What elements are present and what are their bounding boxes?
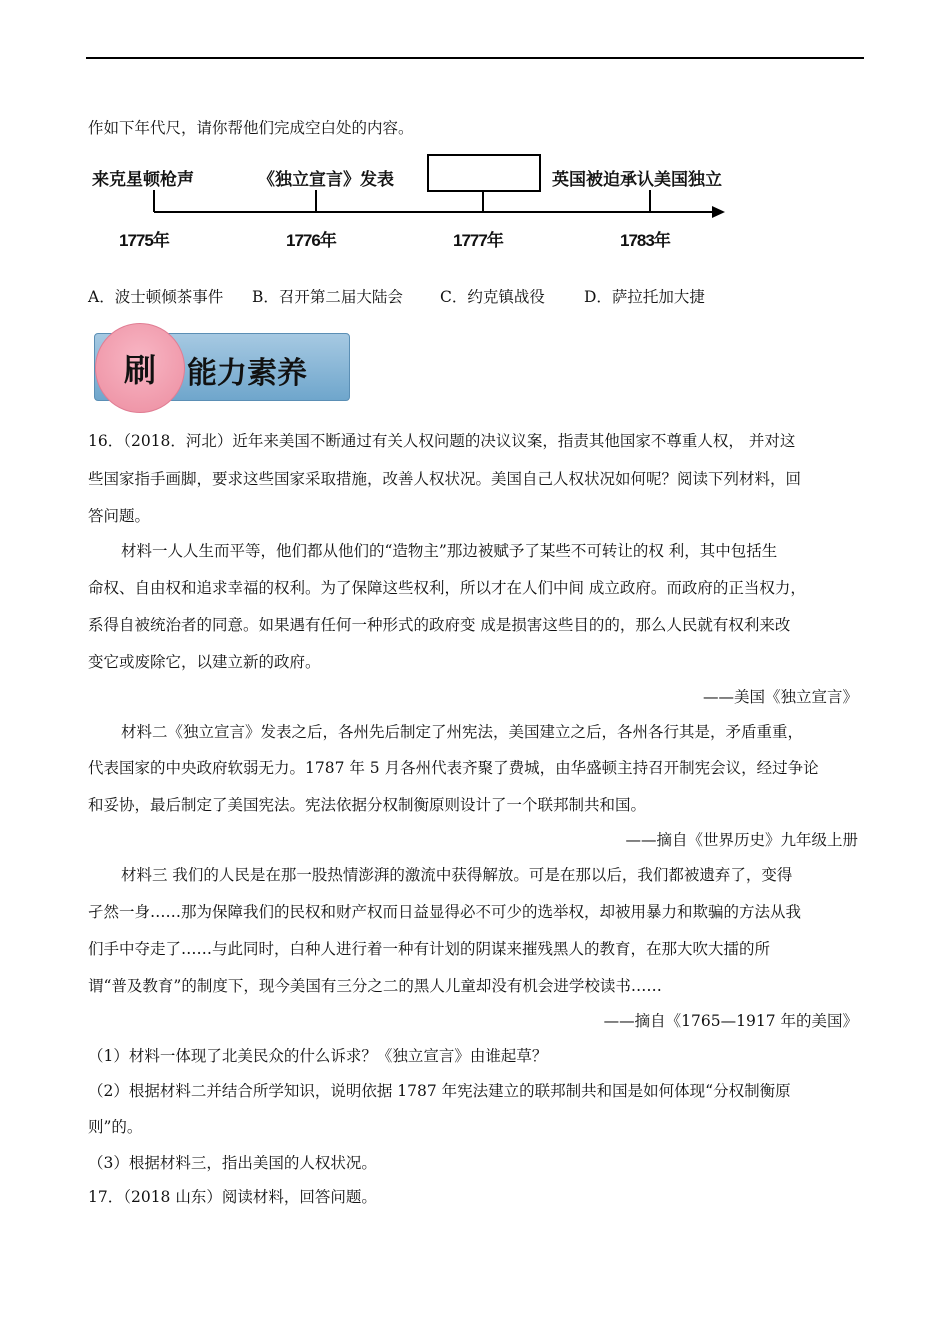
timeline-tick — [482, 190, 484, 212]
question: （2）根据材料二并结合所学知识，说明依据 1787 年宪法建立的联邦制共和国是如何体现“分权制衡原 — [88, 1082, 791, 1100]
timeline-year: 1783年 — [620, 231, 670, 250]
question: （3）根据材料三，指出美国的人权状况。 — [88, 1154, 377, 1172]
banner-badge: 刷 — [95, 323, 185, 413]
material-3: 谓“普及教育”的制度下，现今美国有三分之二的黑人儿童却没有机会进学校读书…… — [88, 977, 662, 995]
q16-stem: 16．（2018．河北）近年来美国不断通过有关人权问题的决议议案，指责其他国家不尊重人权， 并对这 — [88, 432, 796, 450]
intro-text: 作如下年代尺，请你帮他们完成空白处的内容。 — [88, 119, 414, 137]
material-2: 代表国家的中央政府软弱无力。1787 年 5 月各州代表齐聚了费城，由华盛顿主持召开制宪会议，经过争论 — [88, 759, 819, 777]
material-3: 孑然一身……那为保障我们的民权和财产权而日益显得必不可少的选举权，却被用暴力和欺骗的方法从我 — [88, 903, 802, 921]
q16-stem: 些国家指手画脚，要求这些国家采取措施，改善人权状况。美国自己人权状况如何呢？阅读下列材料，回 — [88, 470, 802, 488]
material-3: 们手中夺走了……与此同时，白种人进行着一种有计划的阴谋来摧残黑人的教育，在那大吹大擂的所 — [88, 940, 771, 958]
material-1: 系得自被统治者的同意。如果遇有任何一种形式的政府变 成是损害这些目的的，那么人民就有权利来改 — [88, 616, 791, 634]
timeline-tick — [315, 190, 317, 212]
timeline-year: 1775年 — [119, 231, 169, 250]
option-b: B．召开第二届大陆会 — [252, 288, 403, 306]
material-1: 变它或废除它，以建立新的政府。 — [88, 653, 321, 671]
option-a: A．波士顿倾茶事件 — [88, 288, 224, 306]
material-2: 和妥协，最后制定了美国宪法。宪法依据分权制衡原则设计了一个联邦制共和国。 — [88, 796, 647, 814]
q16-stem: 答问题。 — [88, 507, 151, 525]
timeline-event: 来克星顿枪声 — [92, 170, 194, 190]
material-2: 材料二《独立宣言》发表之后，各州先后制定了州宪法，美国建立之后，各州各行其是，矛盾重重， — [121, 723, 804, 741]
material-1-source: ——美国《独立宣言》 — [702, 688, 858, 706]
material-3-source: ——摘自《1765—1917 年的美国》 — [603, 1012, 858, 1030]
material-2-source: ——摘自《世界历史》九年级上册 — [625, 831, 858, 849]
option-d: D．萨拉托加大捷 — [584, 288, 705, 306]
timeline-event: 英国被迫承认美国独立 — [552, 170, 722, 190]
timeline-tick — [649, 190, 651, 212]
arrow-icon — [712, 206, 725, 218]
option-c: C．约克镇战役 — [440, 288, 545, 306]
timeline-tick — [153, 190, 155, 212]
question: 则”的。 — [88, 1118, 143, 1136]
header-rule — [86, 57, 864, 59]
timeline-year: 1777年 — [453, 231, 503, 250]
material-1: 命权、自由权和追求幸福的权利。为了保障这些权利，所以才在人们中间 成立政府。而政府的正当权力， — [88, 579, 806, 597]
banner-title: 能力素养 — [187, 356, 307, 391]
timeline-event: 《独立宣言》发表 — [258, 170, 394, 190]
blank-answer-box — [427, 154, 541, 192]
timeline-year: 1776年 — [286, 231, 336, 250]
q17-stem: 17．（2018 山东）阅读材料，回答问题。 — [88, 1188, 377, 1206]
question: （1）材料一体现了北美民众的什么诉求？《独立宣言》由谁起草？ — [88, 1047, 548, 1065]
timeline-axis — [154, 211, 714, 213]
material-1: 材料一人人生而平等，他们都从他们的“造物主”那边被赋予了某些不可转让的权 利，其中包括生 — [121, 542, 778, 560]
material-3: 材料三 我们的人民是在那一股热情澎湃的激流中获得解放。可是在那以后，我们都被遗弃了，变得 — [121, 866, 793, 884]
